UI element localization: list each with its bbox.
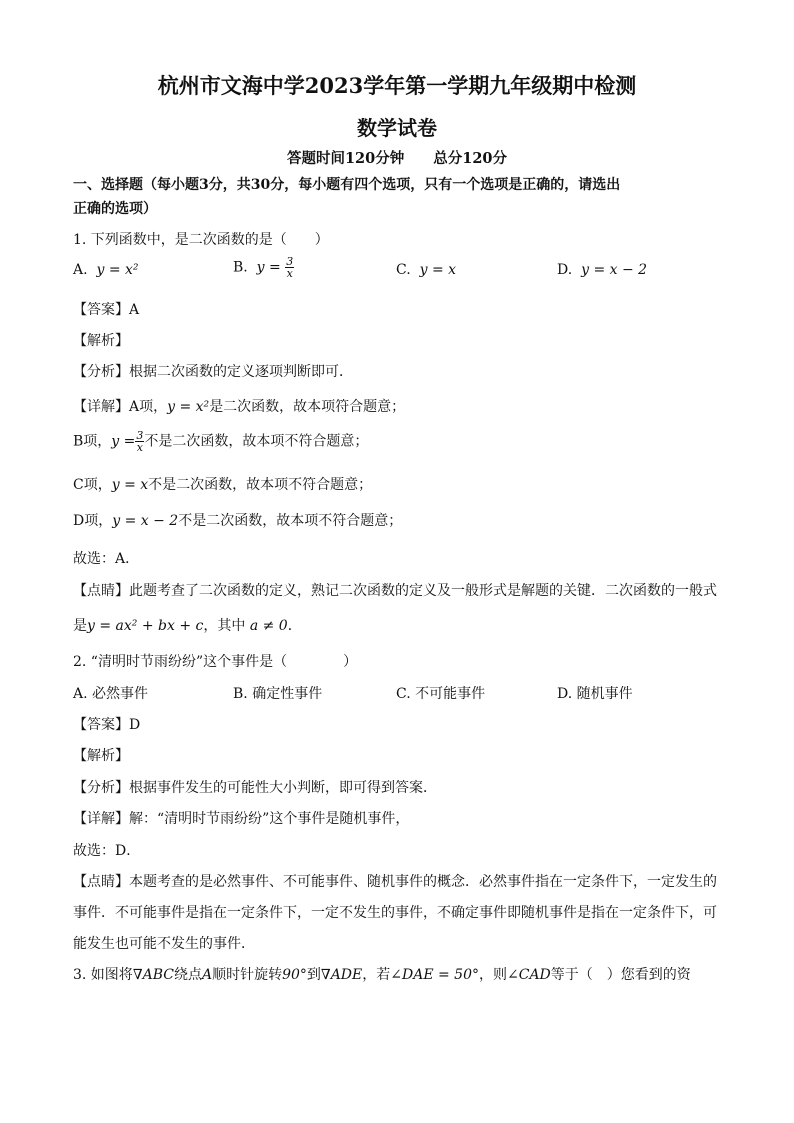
q1-detail-c-prefix: C项， [73, 477, 112, 493]
q1-option-d-label: D. [557, 262, 573, 278]
q1-detail-b-num: 3 [136, 429, 144, 442]
q1-detail-c-suffix: 不是二次函数，故本项不符合题意； [148, 477, 373, 493]
q1-detail-b-suffix: 不是二次函数，故本项不符合题意； [144, 433, 369, 450]
q3-mid2: 顺时针旋转 [212, 967, 283, 983]
q3-angle-cad: ∠CAD [507, 967, 551, 983]
q1-detail-c [73, 474, 372, 494]
q1-option-b-left: y = [256, 259, 281, 276]
q1-fenxi: 【分析】根据二次函数的定义逐项判断即可． [73, 364, 353, 380]
q2-option-b: B. 确定性事件 [233, 686, 323, 702]
q3-triangle-abc: ∇ABC [132, 967, 174, 983]
q1-dianjing-prefix: 是 [73, 618, 87, 634]
q3-mid4: ，若 [362, 967, 391, 983]
page-subtitle: 数学试卷 [357, 116, 437, 140]
q2-option-a: A. 必然事件 [73, 686, 149, 702]
q3-angle-dae: ∠DAE = 50° [390, 967, 479, 983]
q1-option-b [233, 256, 294, 279]
q1-option-b-fraction [285, 256, 294, 279]
q1-dianjing-end: ． [287, 618, 302, 634]
q1-dianjing-line1: 【点睛】此题考查了二次函数的定义，熟记二次函数的定义及一般形式是解题的关键．二次函数的一般式 [73, 583, 717, 599]
q2-stem: 2. “清明时节雨纷纷”这个事件是（ ） [73, 654, 358, 670]
q3-mid5: ，则 [479, 967, 507, 983]
q1-option-c-label: C. [396, 262, 411, 278]
q2-choice: 故选：D． [73, 843, 141, 859]
exam-meta: 答题时间120分钟 总分120分 [286, 150, 508, 167]
section-heading-line1: 一、选择题（每小题3分，共30分，每小题有四个选项，只有一个选项是正确的，请选出 [73, 177, 621, 193]
q1-dianjing-mid: ，其中 [203, 618, 246, 634]
q1-option-b-label: B. [233, 259, 248, 276]
q1-option-c-math: y = x [419, 262, 457, 278]
q1-option-c [396, 262, 456, 278]
q1-stem: 1. 下列函数中，是二次函数的是（ ） [73, 232, 329, 248]
q2-fenxi: 【分析】根据事件发生的可能性大小判断，即可得到答案． [73, 780, 437, 796]
q3-angle-90: 90° [282, 967, 307, 983]
section-heading-line2: 正确的选项） [73, 201, 157, 217]
q1-detail-a-math: y = x² [167, 399, 210, 415]
q1-answer: 【答案】A [73, 302, 140, 318]
q1-dianjing-line2 [73, 615, 302, 635]
q1-detail-a [73, 396, 405, 416]
q1-option-d-math: y = x − 2 [581, 262, 648, 278]
q1-detail-d-prefix: D项， [73, 513, 113, 529]
q1-option-b-num: 3 [286, 255, 294, 268]
q3-mid1: 绕点 [173, 967, 202, 983]
q1-dianjing-condition: a ≠ 0 [249, 618, 288, 634]
q1-option-b-den: x [286, 267, 293, 280]
q2-analysis-heading: 【解析】 [73, 748, 129, 764]
q1-analysis-heading: 【解析】 [73, 333, 129, 349]
q1-option-d [557, 262, 647, 278]
q2-option-d: D. 随机事件 [557, 686, 633, 702]
q1-dianjing-formula: y = ax² + bx + c [87, 618, 204, 634]
q3-mid3: 到 [306, 967, 321, 983]
q3-stem-prefix: 3. 如图将 [73, 967, 133, 983]
q2-dianjing-line2: 事件．不可能事件是指在一定条件下，一定不发生的事件，不确定事件即随机事件是指在一定条件下，可 [73, 905, 717, 921]
q1-detail-d-suffix: 不是二次函数，故本项不符合题意； [178, 513, 403, 529]
q2-dianjing-line1: 【点睛】本题考查的是必然事件、不可能事件、随机事件的概念．必然事件指在一定条件下，一定发生的 [73, 874, 717, 890]
q1-option-a [73, 262, 139, 278]
q2-option-c: C. 不可能事件 [396, 686, 486, 702]
q2-dianjing-line3: 能发生也可能不发生的事件． [73, 936, 255, 952]
q2-detail: 【详解】解：“清明时节雨纷纷”这个事件是随机事件， [73, 811, 410, 827]
q1-detail-d-math: y = x − 2 [112, 513, 179, 529]
q1-detail-b [73, 430, 368, 453]
q1-detail-a-prefix: 【详解】A项， [73, 399, 168, 415]
q3-stem [73, 964, 691, 984]
q1-detail-b-left: y = [111, 433, 136, 450]
q3-point-a: A [201, 967, 213, 983]
q3-suffix: 等于（ ）您看到的资 [550, 967, 691, 983]
q1-option-a-math: y = x² [96, 262, 139, 278]
q1-detail-b-prefix: B项， [73, 433, 112, 450]
q1-choice: 故选：A． [73, 551, 140, 567]
q1-detail-b-den: x [136, 441, 143, 454]
q1-detail-d [73, 510, 402, 530]
q1-option-a-label: A. [73, 262, 88, 278]
q1-detail-c-math: y = x [111, 477, 149, 493]
q2-answer: 【答案】D [73, 717, 141, 733]
q1-detail-a-suffix: 是二次函数，故本项符合题意； [209, 399, 406, 415]
q3-triangle-ade: ∇ADE [320, 967, 363, 983]
page-title: 杭州市文海中学2023学年第一学期九年级期中检测 [157, 73, 637, 98]
